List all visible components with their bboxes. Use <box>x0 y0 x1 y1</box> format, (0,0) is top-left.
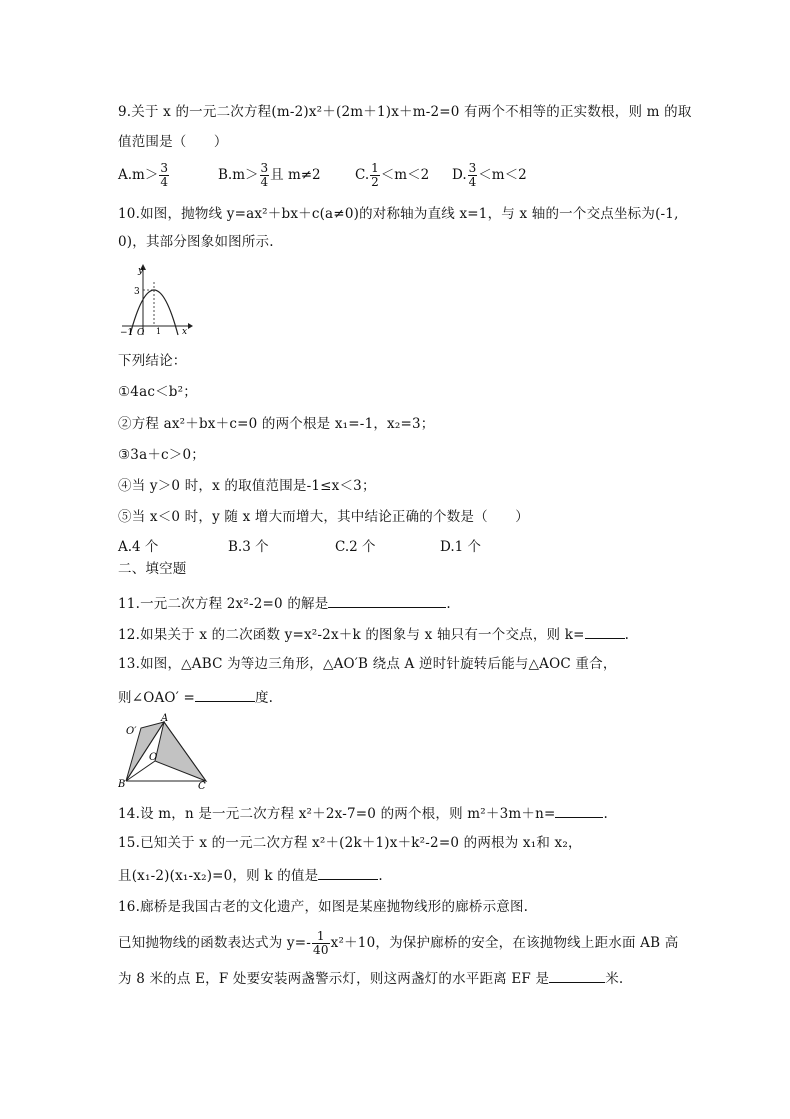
fraction: $\frac{1}{2}$ <box>371 161 379 189</box>
triangle-aoc <box>155 722 206 781</box>
q12-line: 12.如果关于 x 的二次函数 y=x²-2x＋k 的图象与 x 轴只有一个交点，则 k= . <box>118 624 629 644</box>
q12-answer-blank[interactable] <box>585 624 625 639</box>
q14-line: 14.设 m，n 是一元二次方程 x²＋2x-7=0 的两个根，则 m²＋3m＋n= . <box>118 803 608 823</box>
q16-line1: 16.廊桥是我国古老的文化遗产，如图是某座抛物线形的廊桥示意图. <box>118 899 529 915</box>
q14-answer-blank[interactable] <box>555 803 603 818</box>
q15-line2: 且(x₁-2)(x₁-x₂)=0，则 k 的值是 . <box>118 865 383 885</box>
q16-line3: 为 8 米的点 E，F 处要安装两盏警示灯，则这两盏灯的水平距离 EF 是 米. <box>118 968 623 988</box>
label-o: O <box>149 752 158 763</box>
x-label: x <box>182 327 188 337</box>
q9-option-a[interactable]: A.m＞ $\frac{3}{4}$ <box>118 161 168 189</box>
q15-answer-blank[interactable] <box>318 865 378 880</box>
q10-conclusion-1: ①4ac＜b²； <box>118 384 197 400</box>
label-origin: O <box>137 328 145 338</box>
label-c: C <box>198 781 206 790</box>
q11-line: 11.一元二次方程 2x²-2=0 的解是 . <box>118 593 451 613</box>
q10-conclusion-5: ⑤当 x＜0 时，y 随 x 增大而增大，其中结论正确的个数是（ ） <box>118 509 529 525</box>
q10-line2: 0)，其部分图象如图所示. <box>118 234 274 250</box>
q9-option-c[interactable]: C. $\frac{1}{2}$ ＜m＜2 <box>355 161 430 189</box>
q9-option-b[interactable]: B.m＞ $\frac{3}{4}$ 且 m≠2 <box>218 161 321 189</box>
q9-line2: 值范围是（ ） <box>118 134 228 150</box>
label-three: 3 <box>134 287 140 297</box>
q10-intro: 下列结论： <box>118 353 187 369</box>
q10-option-c[interactable]: C.2 个 <box>335 539 376 555</box>
q11-answer-blank[interactable] <box>328 593 446 608</box>
label-b: B <box>118 779 126 790</box>
x-axis-arrow-icon <box>188 323 193 329</box>
y-label: y <box>138 266 144 276</box>
q15-line1: 15.已知关于 x 的一元二次方程 x²＋(2k＋1)x＋k²-2=0 的两根为 x₁和 x₂， <box>118 835 582 851</box>
q10-conclusion-3: ③3a＋c＞0； <box>118 447 205 463</box>
fraction: $\frac{3}{4}$ <box>160 161 168 189</box>
section-heading-fill-in: 二、填空题 <box>118 561 187 577</box>
q16-line2: 已知抛物线的函数表达式为 y=- $\frac{1}{40}$ x²＋10，为保护廊桥的安全，在该抛物线上距水面 AB 高 <box>118 929 679 957</box>
q10-option-b[interactable]: B.3 个 <box>228 539 269 555</box>
q10-option-d[interactable]: D.1 个 <box>440 539 482 555</box>
q9-line1: 9.关于 x 的一元二次方程(m-2)x²＋(2m＋1)x＋m-2=0 有两个不相等的正实数根，则 m 的取 <box>118 104 692 120</box>
fraction: $\frac{3}{4}$ <box>468 161 477 189</box>
q13-line1: 13.如图，△ABC 为等边三角形，△AO′B 绕点 A 逆时针旋转后能与△AOC 重合， <box>118 656 617 672</box>
q10-line1: 10.如图，抛物线 y=ax²＋bx＋c(a≠0)的对称轴为直线 x=1，与 x 轴的一个交点坐标为(-1, <box>118 206 679 222</box>
q10-conclusion-2: ②方程 ax²＋bx＋c=0 的两个根是 x₁=-1，x₂=3； <box>118 416 435 432</box>
q16-answer-blank[interactable] <box>549 968 605 983</box>
q13-triangle-figure <box>118 710 213 790</box>
q9-option-d[interactable]: D. $\frac{3}{4}$ ＜m＜2 <box>452 161 527 189</box>
label-one: 1 <box>156 327 162 336</box>
label-neg-one: −1 <box>120 328 134 338</box>
fraction: $\frac{3}{4}$ <box>260 161 269 189</box>
label-a: A <box>161 713 169 724</box>
q10-option-a[interactable]: A.4 个 <box>118 539 159 555</box>
q13-line2: 则∠OAO′ = 度. <box>118 687 273 707</box>
q10-conclusion-4: ④当 y＞0 时，x 的取值范围是-1≤x＜3； <box>118 478 376 494</box>
q10-parabola-graph <box>118 262 193 338</box>
fraction: $\frac{1}{40}$ <box>313 929 329 957</box>
q13-answer-blank[interactable] <box>195 687 255 702</box>
label-o-prime: O′ <box>126 726 137 737</box>
